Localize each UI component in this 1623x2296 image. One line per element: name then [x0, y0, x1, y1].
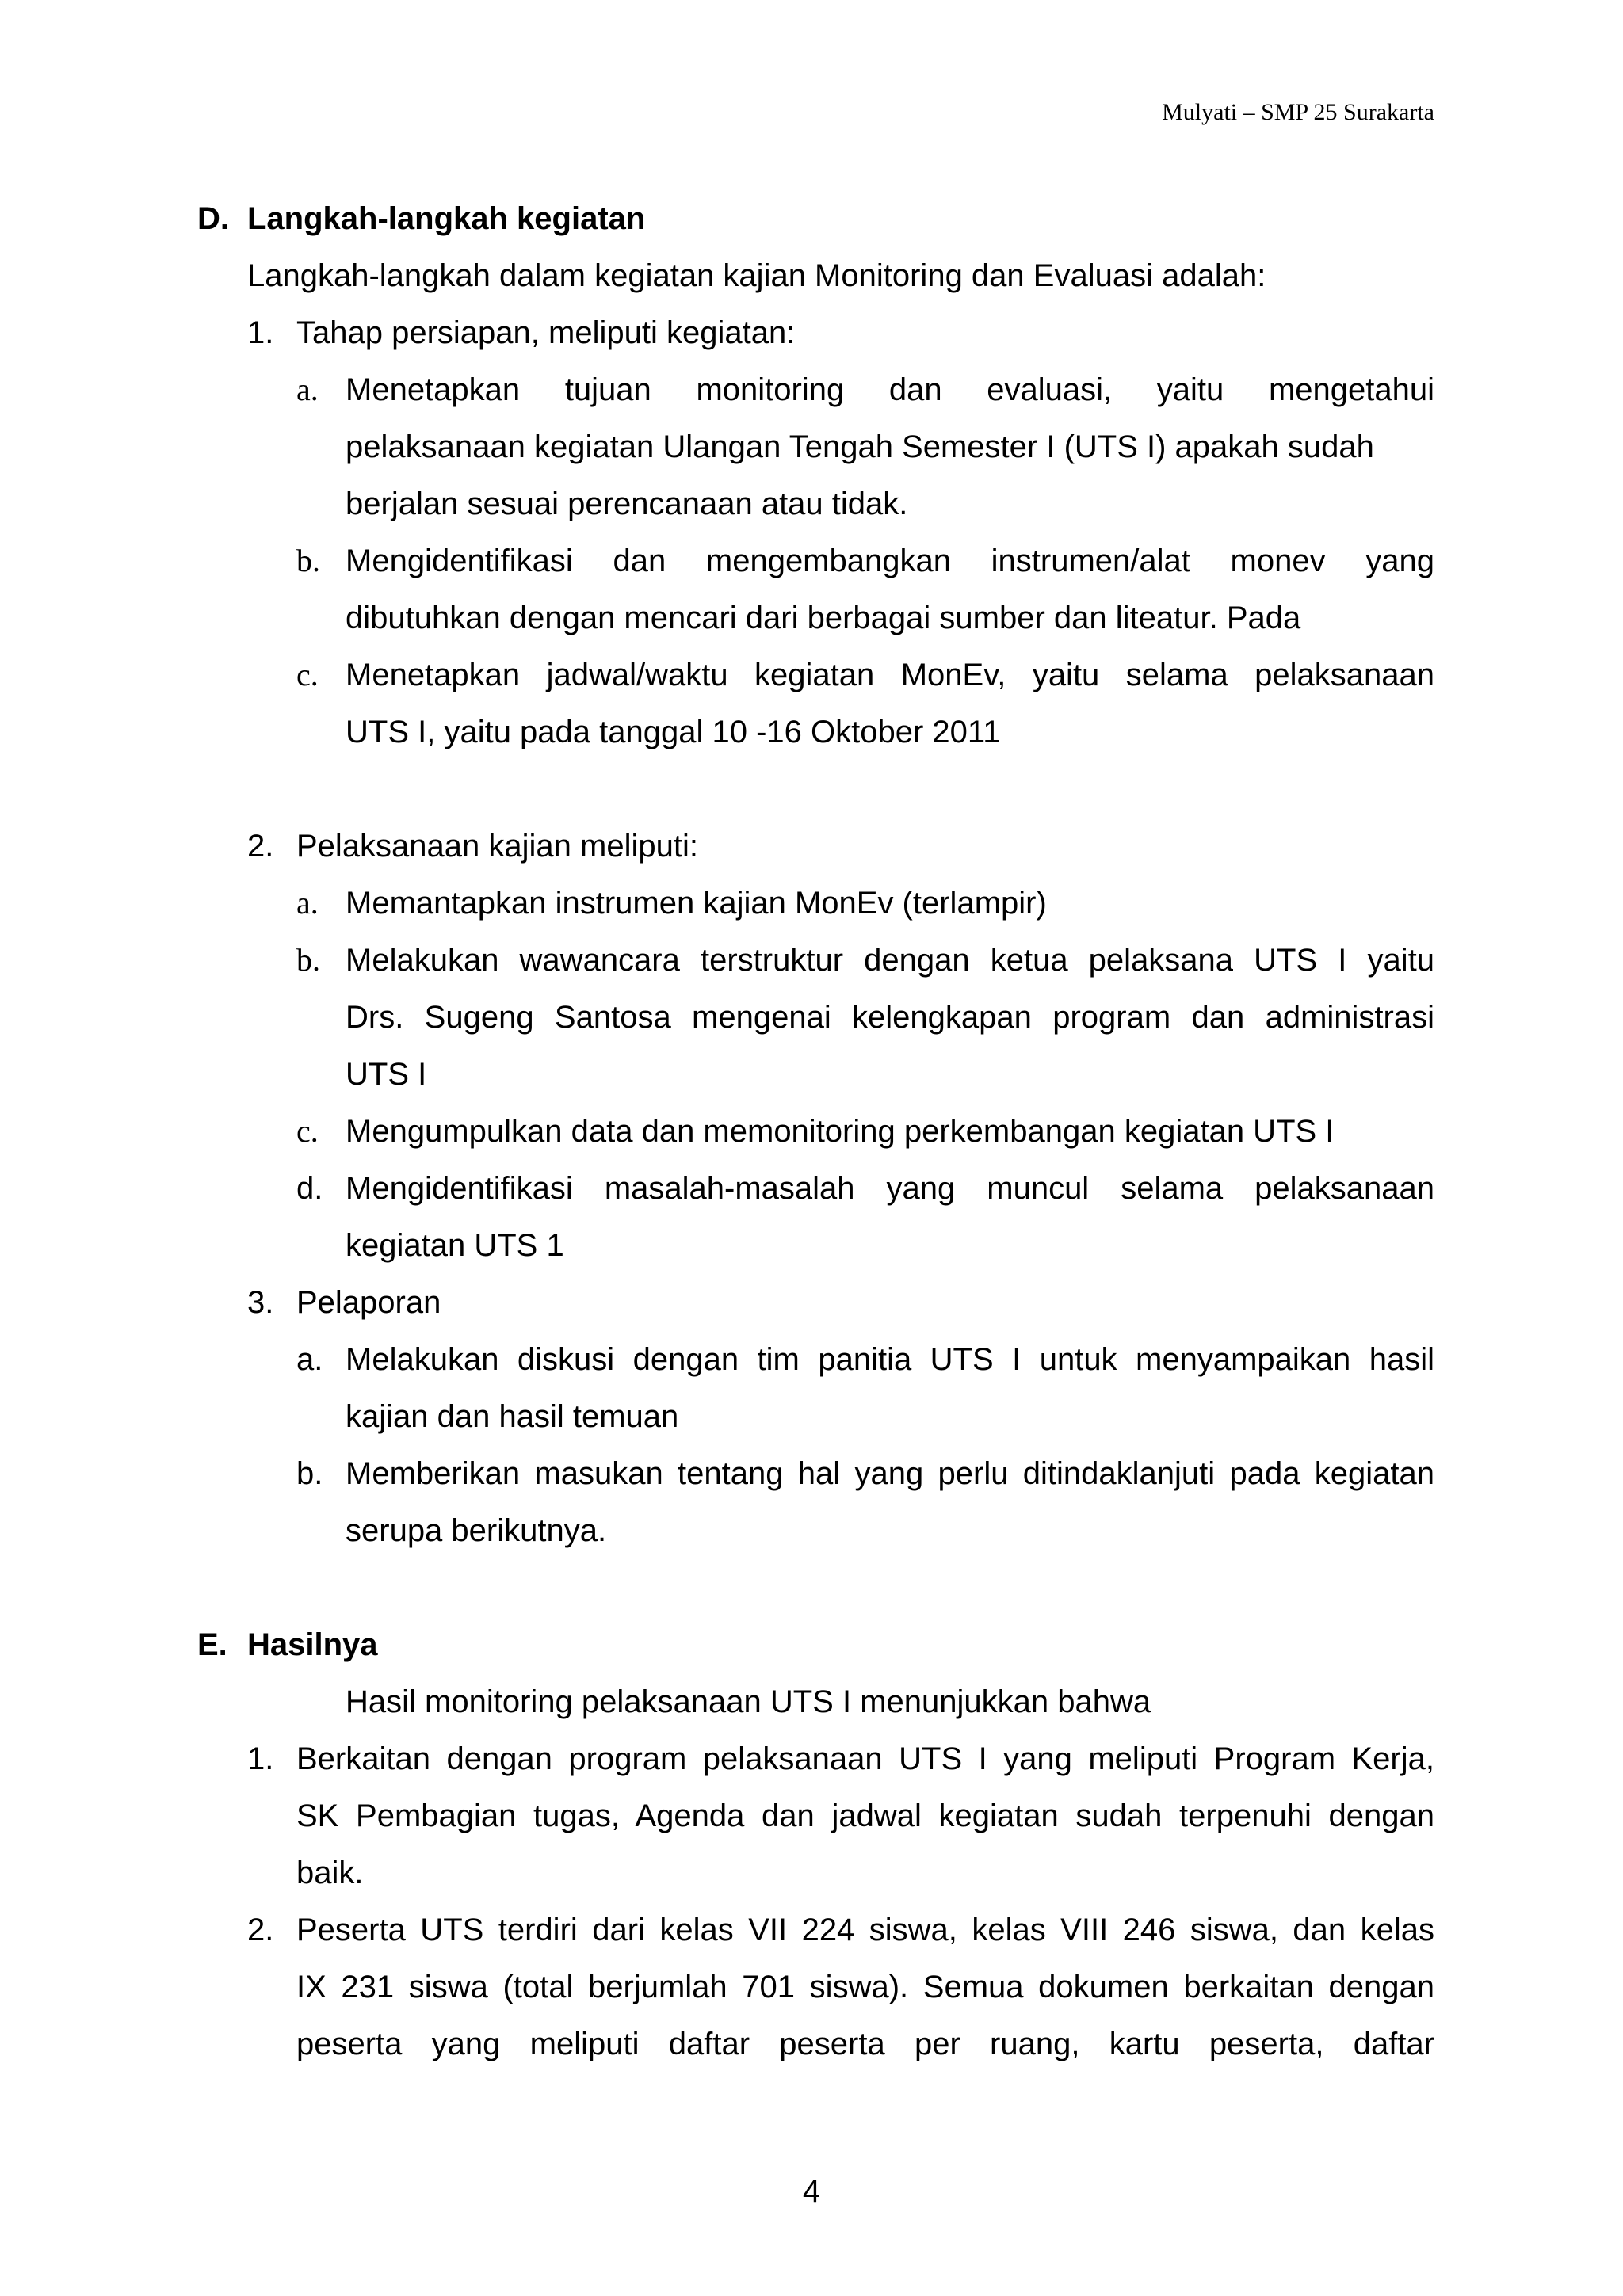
step-2-item-d-marker: d.: [296, 1171, 323, 1206]
section-e-intro: Hasil monitoring pelaksanaan UTS I menunjukkan bahwa: [346, 1684, 1151, 1719]
result-1-line: SK Pembagian tugas, Agenda dan jadwal kegiatan sudah terpenuhi dengan: [296, 1798, 1434, 1833]
step-3-item-a-marker: a.: [296, 1342, 323, 1377]
section-d-letter: D.: [197, 201, 229, 236]
step-3-title: Pelaporan: [296, 1285, 441, 1320]
result-1-line: baik.: [296, 1855, 364, 1890]
result-2-line: IX 231 siswa (total berjumlah 701 siswa). Semua dokumen berkaitan dengan: [296, 1970, 1434, 2004]
step-2-item-d-line: kegiatan UTS 1: [346, 1228, 564, 1263]
section-d-title: Langkah-langkah kegiatan: [247, 201, 646, 236]
step-1-title: Tahap persiapan, meliputi kegiatan:: [296, 315, 796, 350]
section-d-intro: Langkah-langkah dalam kegiatan kajian Monitoring dan Evaluasi adalah:: [247, 258, 1266, 293]
section-e-title: Hasilnya: [247, 1627, 378, 1662]
result-2-number: 2.: [247, 1913, 274, 1947]
step-3-item-b-line: Memberikan masukan tentang hal yang perlu ditindaklanjuti pada kegiatan: [346, 1456, 1434, 1491]
step-3-item-a-line: Melakukan diskusi dengan tim panitia UTS I untuk menyampaikan hasil: [346, 1342, 1434, 1377]
step-1-item-c-line: UTS I, yaitu pada tanggal 10 -16 Oktober 2011: [346, 715, 1001, 749]
step-1-item-a-marker: a.: [296, 372, 319, 407]
step-3-item-a-line: kajian dan hasil temuan: [346, 1399, 679, 1434]
step-1-item-b-line: dibutuhkan dengan mencari dari berbagai sumber dan liteatur. Pada: [346, 601, 1301, 635]
page-number: 4: [802, 2174, 821, 2209]
step-2-title: Pelaksanaan kajian meliputi:: [296, 829, 698, 864]
section-e-letter: E.: [197, 1627, 227, 1662]
step-1-item-b-line: Mengidentifikasi dan mengembangkan instrumen/alat monev yang: [346, 543, 1434, 578]
step-2-item-b-line: Melakukan wawancara terstruktur dengan ketua pelaksana UTS I yaitu: [346, 943, 1434, 978]
step-2-item-b-line: Drs. Sugeng Santosa mengenai kelengkapan program dan administrasi: [346, 1000, 1434, 1035]
step-2-item-d-line: Mengidentifikasi masalah-masalah yang muncul selama pelaksanaan: [346, 1171, 1434, 1206]
step-2-item-b-line: UTS I: [346, 1057, 427, 1092]
step-1-item-a-line: berjalan sesuai perencanaan atau tidak.: [346, 486, 908, 521]
step-1-item-a-line: Menetapkan tujuan monitoring dan evaluasi, yaitu mengetahui: [346, 372, 1434, 407]
result-2-line: Peserta UTS terdiri dari kelas VII 224 siswa, kelas VIII 246 siswa, dan kelas: [296, 1913, 1434, 1947]
step-1-item-c-marker: c.: [296, 657, 319, 692]
result-2-line: peserta yang meliputi daftar peserta per ruang, kartu peserta, daftar: [296, 2027, 1434, 2061]
running-header: Mulyati – SMP 25 Surakarta: [1162, 99, 1434, 125]
step-1-item-a-line: pelaksanaan kegiatan Ulangan Tengah Semester I (UTS I) apakah sudah: [346, 429, 1374, 464]
step-2-item-c-line: Mengumpulkan data dan memonitoring perkembangan kegiatan UTS I: [346, 1114, 1335, 1149]
step-3-item-b-marker: b.: [296, 1456, 323, 1491]
result-1-number: 1.: [247, 1741, 274, 1776]
result-1-line: Berkaitan dengan program pelaksanaan UTS I yang meliputi Program Kerja,: [296, 1741, 1434, 1776]
step-2-item-a-line: Memantapkan instrumen kajian MonEv (terlampir): [346, 886, 1047, 921]
step-2-item-a-marker: a.: [296, 885, 319, 921]
step-1-item-c-line: Menetapkan jadwal/waktu kegiatan MonEv, yaitu selama pelaksanaan: [346, 658, 1434, 692]
step-2-item-b-marker: b.: [296, 942, 320, 978]
step-2-number: 2.: [247, 829, 274, 864]
step-1-item-b-marker: b.: [296, 543, 320, 578]
step-1-number: 1.: [247, 315, 274, 350]
step-2-item-c-marker: c.: [296, 1113, 319, 1149]
step-3-item-b-line: serupa berikutnya.: [346, 1513, 607, 1548]
step-3-number: 3.: [247, 1285, 274, 1320]
